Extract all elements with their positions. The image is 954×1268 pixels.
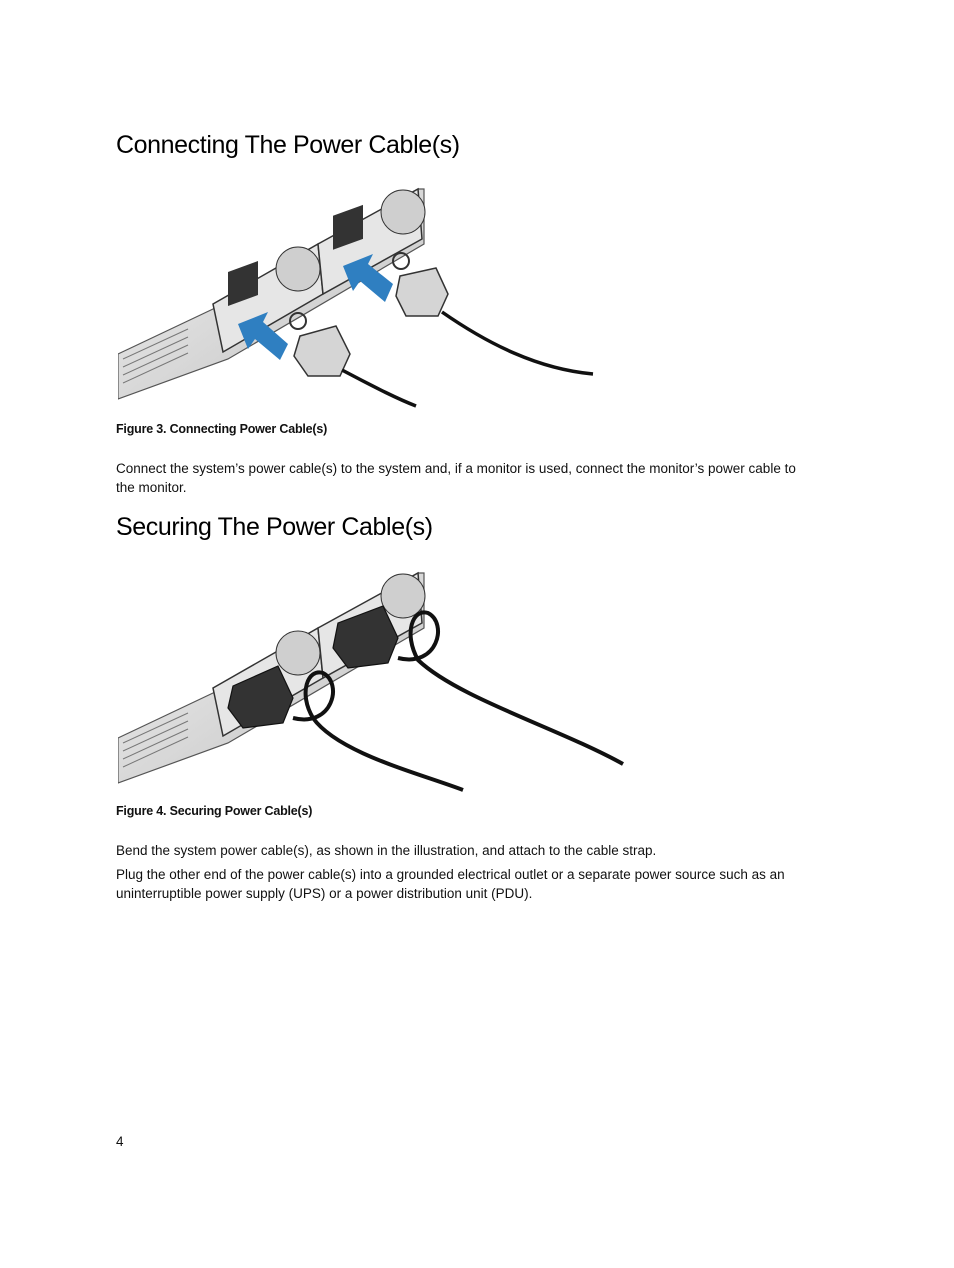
figure-caption: Figure 3. Connecting Power Cable(s) bbox=[116, 422, 328, 436]
section-heading-securing: Securing The Power Cable(s) bbox=[116, 513, 433, 541]
figure-securing-power-cables bbox=[118, 568, 624, 792]
body-paragraph: Bend the system power cable(s), as shown in the illustration, and attach to the cable strap. bbox=[116, 843, 657, 858]
figure-connecting-power-cables bbox=[118, 184, 624, 408]
section-heading-connecting: Connecting The Power Cable(s) bbox=[116, 131, 460, 159]
body-paragraph: Plug the other end of the power cable(s) into a grounded electrical outlet or a separate power source such as an uninterruptible power supply (UPS) or a power distribution unit (PDU). bbox=[116, 867, 785, 901]
body-paragraph: Connect the system’s power cable(s) to the system and, if a monitor is used, connect the monitor’s power cable to the monitor. bbox=[116, 461, 796, 495]
page-number: 4 bbox=[116, 1134, 124, 1149]
figure-caption: Figure 4. Securing Power Cable(s) bbox=[116, 804, 313, 818]
